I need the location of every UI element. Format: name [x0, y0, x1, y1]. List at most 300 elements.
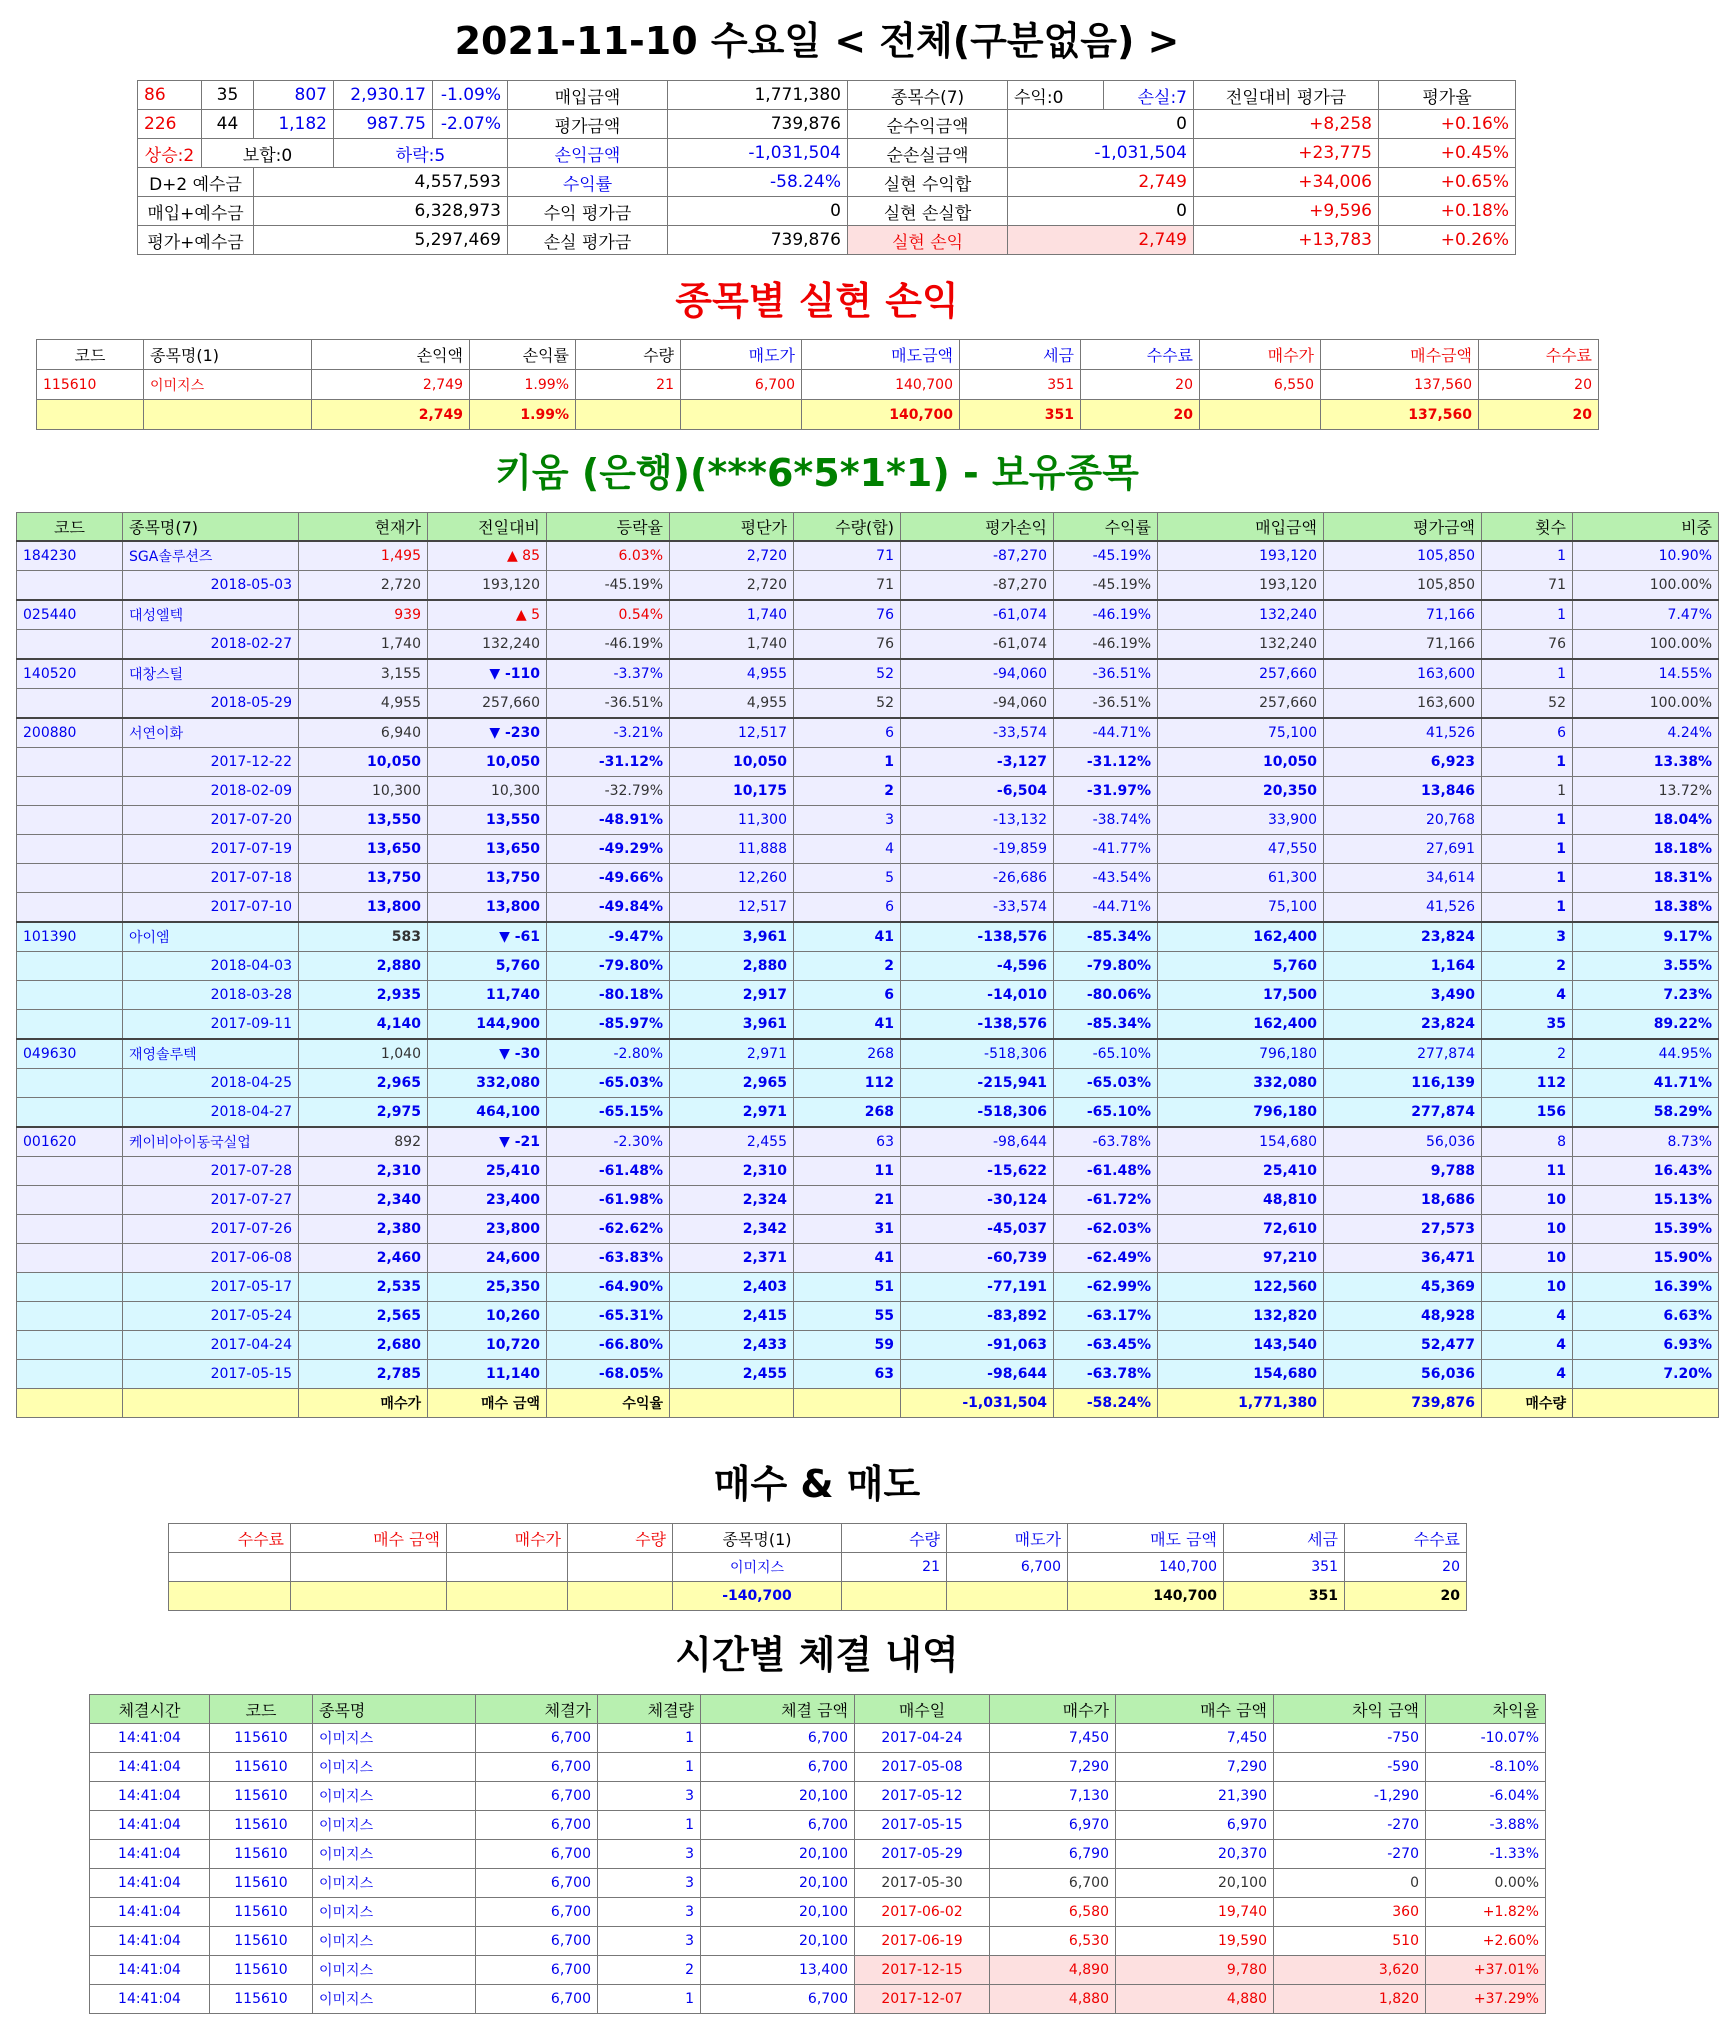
realized-total-cell [681, 400, 802, 430]
trade-cell: 360 [1274, 1898, 1426, 1927]
holding-cell: 939 [299, 600, 428, 630]
holding-cell: 6.93% [1573, 1331, 1719, 1360]
summary-cell: 6,328,973 [254, 197, 508, 226]
holding-cell: 2,971 [670, 1098, 794, 1128]
trade-cell: 3 [598, 1782, 701, 1811]
holding-cell [17, 777, 123, 806]
realized-header: 수량 [576, 340, 681, 370]
holding-cell: 12,517 [670, 718, 794, 748]
buysell-header: 수량 [842, 1524, 947, 1553]
buysell-header: 매도가 [947, 1524, 1068, 1553]
holdings-title: 키움 (은행)(***6*5*1*1) - 보유종목 [495, 451, 1139, 495]
holding-cell: -15,622 [901, 1157, 1054, 1186]
holding-cell: 11 [794, 1157, 901, 1186]
trade-cell: 14:41:04 [90, 1898, 210, 1927]
holding-cell: -48.91% [547, 806, 670, 835]
summary-cell: 2,749 [1008, 226, 1194, 255]
buysell-header: 매수가 [447, 1524, 568, 1553]
trade-cell: -6.04% [1426, 1782, 1546, 1811]
trade-cell: 이미지스 [313, 1753, 476, 1782]
holding-cell: -87,270 [901, 571, 1054, 601]
holding-cell: 7.23% [1573, 981, 1719, 1010]
holding-cell: -46.19% [547, 630, 670, 660]
holding-cell: 52 [794, 689, 901, 719]
realized-cell: 1.99% [470, 370, 576, 400]
realized-header: 매도금액 [802, 340, 960, 370]
summary-cell: 987.75 [334, 110, 433, 139]
summary-cell: 1,182 [254, 110, 334, 139]
holding-cell: 025440 [17, 600, 123, 630]
holding-cell: -98,644 [901, 1360, 1054, 1389]
holding-cell: -91,063 [901, 1331, 1054, 1360]
holding-cell: -31.12% [1054, 748, 1158, 777]
holding-cell: 3,961 [670, 922, 794, 952]
summary-cell: 평가+예수금 [138, 226, 254, 255]
holding-stock-row [17, 541, 1719, 571]
summary-cell: +0.18% [1379, 197, 1516, 226]
holding-cell: 5,760 [428, 952, 547, 981]
summary-cell: 수익률 [508, 168, 668, 197]
holdings-footer-cell: 수익율 [547, 1389, 670, 1418]
trades-table [89, 1694, 1546, 2014]
summary-cell: 2,930.17 [334, 81, 433, 110]
holding-cell: 20,768 [1324, 806, 1482, 835]
holding-cell: 41 [794, 1244, 901, 1273]
holding-cell: -80.18% [547, 981, 670, 1010]
holdings-header: 수익률 [1054, 513, 1158, 542]
summary-cell: 손익금액 [508, 139, 668, 168]
holding-cell [17, 1186, 123, 1215]
holding-cell: 52,477 [1324, 1331, 1482, 1360]
holding-cell: 2,455 [670, 1127, 794, 1157]
summary-cell: 평가금액 [508, 110, 668, 139]
holding-cell: 71 [1482, 571, 1573, 601]
realized-header: 매수금액 [1321, 340, 1479, 370]
holding-cell: -85.34% [1054, 922, 1158, 952]
summary-row [138, 139, 1516, 168]
holdings-footer-cell [17, 1389, 123, 1418]
holding-cell: 116,139 [1324, 1069, 1482, 1098]
holding-cell: 23,400 [428, 1186, 547, 1215]
holding-cell: -13,132 [901, 806, 1054, 835]
summary-cell: 상승:2 [138, 139, 202, 168]
trades-header: 매수일 [855, 1695, 990, 1724]
trade-row [90, 1753, 1546, 1782]
holding-cell: 51 [794, 1273, 901, 1302]
holding-cell: 89.22% [1573, 1010, 1719, 1040]
trade-cell: -1,290 [1274, 1782, 1426, 1811]
holding-lot-row [17, 1360, 1719, 1389]
holding-cell: 184230 [17, 541, 123, 571]
holding-cell [17, 893, 123, 923]
holding-cell: -6,504 [901, 777, 1054, 806]
summary-cell: +9,596 [1194, 197, 1379, 226]
holding-cell: 41,526 [1324, 718, 1482, 748]
holding-cell: 163,600 [1324, 659, 1482, 689]
holding-cell: -45.19% [1054, 571, 1158, 601]
holding-cell: 2,342 [670, 1215, 794, 1244]
holding-cell: 41,526 [1324, 893, 1482, 923]
summary-cell: 수익 평가금 [508, 197, 668, 226]
holding-lot-row [17, 981, 1719, 1010]
holding-cell: 1 [1482, 659, 1573, 689]
holdings-header: 현재가 [299, 513, 428, 542]
holding-cell: 12,260 [670, 864, 794, 893]
holding-cell: 112 [794, 1069, 901, 1098]
holding-cell: 2,917 [670, 981, 794, 1010]
holding-cell: 97,210 [1158, 1244, 1324, 1273]
holding-cell: -31.12% [547, 748, 670, 777]
holding-cell: 2017-09-11 [123, 1010, 299, 1040]
holding-cell: 105,850 [1324, 571, 1482, 601]
buysell-total-cell [842, 1582, 947, 1611]
buysell-total-cell: 20 [1345, 1582, 1467, 1611]
holding-cell: -64.90% [547, 1273, 670, 1302]
holding-cell: 61,300 [1158, 864, 1324, 893]
holding-lot-row [17, 1010, 1719, 1040]
holding-cell: -215,941 [901, 1069, 1054, 1098]
realized-cell: 137,560 [1321, 370, 1479, 400]
holding-cell: 2017-07-10 [123, 893, 299, 923]
holding-cell [17, 1069, 123, 1098]
holdings-footer-cell [123, 1389, 299, 1418]
holding-cell: 75,100 [1158, 718, 1324, 748]
holding-cell: -41.77% [1054, 835, 1158, 864]
holding-cell: 13.38% [1573, 748, 1719, 777]
trade-cell: 이미지스 [313, 1985, 476, 2014]
holding-cell: 4,140 [299, 1010, 428, 1040]
holding-cell [17, 864, 123, 893]
trade-cell: -270 [1274, 1811, 1426, 1840]
holding-cell: 6.63% [1573, 1302, 1719, 1331]
holding-cell: 2018-04-25 [123, 1069, 299, 1098]
trade-cell: 14:41:04 [90, 1956, 210, 1985]
trade-cell: 2017-05-15 [855, 1811, 990, 1840]
trade-cell: 2017-06-02 [855, 1898, 990, 1927]
holding-stock-row [17, 600, 1719, 630]
holding-cell: -79.80% [1054, 952, 1158, 981]
summary-cell: 2,749 [1008, 168, 1194, 197]
trade-cell: 6,700 [476, 1724, 598, 1753]
holding-cell: 15.90% [1573, 1244, 1719, 1273]
holding-cell: -518,306 [901, 1098, 1054, 1128]
holding-cell: 36,471 [1324, 1244, 1482, 1273]
holding-cell [17, 1273, 123, 1302]
trade-cell: +1.82% [1426, 1898, 1546, 1927]
holding-cell: 23,800 [428, 1215, 547, 1244]
holding-cell: -63.83% [547, 1244, 670, 1273]
holding-cell: 11,740 [428, 981, 547, 1010]
holding-cell: -3,127 [901, 748, 1054, 777]
holding-cell: 162,400 [1158, 1010, 1324, 1040]
summary-cell: 매입금액 [508, 81, 668, 110]
holding-cell: 10,050 [1158, 748, 1324, 777]
holding-cell: 25,350 [428, 1273, 547, 1302]
holding-cell: -19,859 [901, 835, 1054, 864]
holding-cell: 5,760 [1158, 952, 1324, 981]
realized-cell: 20 [1081, 370, 1200, 400]
holding-cell: 163,600 [1324, 689, 1482, 719]
holding-cell [17, 1215, 123, 1244]
holding-cell: 1,495 [299, 541, 428, 571]
holding-cell: -61.98% [547, 1186, 670, 1215]
holding-lot-row [17, 1098, 1719, 1128]
trade-cell: 9,780 [1116, 1956, 1274, 1985]
holding-cell: 001620 [17, 1127, 123, 1157]
summary-cell: 0 [1008, 110, 1194, 139]
trade-cell: 115610 [210, 1782, 313, 1811]
holding-cell: 13.72% [1573, 777, 1719, 806]
trade-cell: +37.01% [1426, 1956, 1546, 1985]
trade-cell: 20,100 [701, 1898, 855, 1927]
holding-cell: 112 [1482, 1069, 1573, 1098]
holding-cell: 2018-02-09 [123, 777, 299, 806]
holding-cell: 132,240 [1158, 630, 1324, 660]
holding-cell: 3,961 [670, 1010, 794, 1040]
realized-cell: 6,700 [681, 370, 802, 400]
realized-total-cell [144, 400, 312, 430]
holding-cell: 2,720 [670, 571, 794, 601]
holding-cell: 6 [794, 718, 901, 748]
summary-cell: 하락:5 [334, 139, 508, 168]
holding-cell: -9.47% [547, 922, 670, 952]
holding-cell: 48,810 [1158, 1186, 1324, 1215]
holding-cell: 20,350 [1158, 777, 1324, 806]
realized-header: 세금 [960, 340, 1081, 370]
realized-total-cell: 20 [1081, 400, 1200, 430]
realized-cell: 21 [576, 370, 681, 400]
trade-cell: 3 [598, 1840, 701, 1869]
holding-cell: -85.34% [1054, 1010, 1158, 1040]
trade-cell: 14:41:04 [90, 1753, 210, 1782]
holding-cell: 10 [1482, 1186, 1573, 1215]
summary-row [138, 81, 1516, 110]
trade-cell: 7,450 [1116, 1724, 1274, 1753]
trade-cell: 7,450 [990, 1724, 1116, 1753]
buysell-total-cell: -140,700 [673, 1582, 842, 1611]
holding-cell: 132,240 [428, 630, 547, 660]
holding-cell: 76 [1482, 630, 1573, 660]
holding-cell: 23,824 [1324, 922, 1482, 952]
trade-cell: 4,890 [990, 1956, 1116, 1985]
holding-cell: 10,260 [428, 1302, 547, 1331]
holding-cell: 21 [794, 1186, 901, 1215]
holding-cell: 2,720 [670, 541, 794, 571]
holding-cell: -61.48% [1054, 1157, 1158, 1186]
trade-cell: 115610 [210, 1985, 313, 2014]
holding-cell: 1 [1482, 777, 1573, 806]
buysell-header: 수량 [568, 1524, 673, 1553]
holding-lot-row [17, 777, 1719, 806]
holdings-footer-cell: 1,771,380 [1158, 1389, 1324, 1418]
holding-cell: -65.03% [1054, 1069, 1158, 1098]
holding-cell: 59 [794, 1331, 901, 1360]
trade-cell: 2017-12-07 [855, 1985, 990, 2014]
holding-cell: 케이비아이동국실업 [123, 1127, 299, 1157]
holdings-footer-cell: 739,876 [1324, 1389, 1482, 1418]
holding-cell: 1 [1482, 806, 1573, 835]
trade-cell: 0.00% [1426, 1869, 1546, 1898]
holding-cell: 9,788 [1324, 1157, 1482, 1186]
holding-cell: 7.20% [1573, 1360, 1719, 1389]
holding-cell: 2 [1482, 1039, 1573, 1069]
holding-cell: 1 [1482, 600, 1573, 630]
trade-cell: 510 [1274, 1927, 1426, 1956]
holding-cell: 63 [794, 1127, 901, 1157]
holding-cell: -46.19% [1054, 600, 1158, 630]
summary-cell: +0.26% [1379, 226, 1516, 255]
summary-cell: 0 [668, 197, 848, 226]
trade-cell: 1 [598, 1811, 701, 1840]
trade-cell: 7,290 [990, 1753, 1116, 1782]
holding-cell: 2,785 [299, 1360, 428, 1389]
holding-cell: 1,740 [299, 630, 428, 660]
holding-cell: 2017-05-17 [123, 1273, 299, 1302]
holding-cell: -45,037 [901, 1215, 1054, 1244]
trade-cell: 6,700 [476, 1840, 598, 1869]
trade-cell: 115610 [210, 1753, 313, 1782]
buysell-header: 종목명(1) [673, 1524, 842, 1553]
trade-row [90, 1724, 1546, 1753]
holding-cell: 1 [1482, 748, 1573, 777]
trade-cell: 14:41:04 [90, 1927, 210, 1956]
trade-cell: 3 [598, 1898, 701, 1927]
holding-cell: -79.80% [547, 952, 670, 981]
summary-cell: 5,297,469 [254, 226, 508, 255]
holding-cell: 12,517 [670, 893, 794, 923]
holding-cell: 18,686 [1324, 1186, 1482, 1215]
realized-total-cell: 2,749 [312, 400, 470, 430]
holding-cell: 11,140 [428, 1360, 547, 1389]
trade-cell: 이미지스 [313, 1869, 476, 1898]
trade-cell: 13,400 [701, 1956, 855, 1985]
holdings-footer-cell: 매수가 [299, 1389, 428, 1418]
holding-cell: 100.00% [1573, 630, 1719, 660]
trades-header: 체결량 [598, 1695, 701, 1724]
summary-cell: -2.07% [433, 110, 508, 139]
trade-cell: 19,590 [1116, 1927, 1274, 1956]
holding-cell: -66.80% [547, 1331, 670, 1360]
holding-cell: 6,923 [1324, 748, 1482, 777]
holding-cell: -63.45% [1054, 1331, 1158, 1360]
holding-cell: 10 [1482, 1215, 1573, 1244]
trade-cell: 1,820 [1274, 1985, 1426, 2014]
holding-cell: 15.13% [1573, 1186, 1719, 1215]
holding-cell: 47,550 [1158, 835, 1324, 864]
holding-cell: 4 [1482, 1331, 1573, 1360]
holding-cell: 10,175 [670, 777, 794, 806]
holding-cell: -36.51% [1054, 689, 1158, 719]
holding-cell: 277,874 [1324, 1039, 1482, 1069]
trade-cell: 6,700 [476, 1811, 598, 1840]
holding-cell: -33,574 [901, 893, 1054, 923]
holdings-header: 비중 [1573, 513, 1719, 542]
summary-cell: +0.65% [1379, 168, 1516, 197]
trade-cell: 4,880 [1116, 1985, 1274, 2014]
holding-cell: 2,380 [299, 1215, 428, 1244]
summary-cell: 807 [254, 81, 334, 110]
trade-cell: 1 [598, 1985, 701, 2014]
holding-cell: -31.97% [1054, 777, 1158, 806]
holding-cell: 25,410 [428, 1157, 547, 1186]
holding-cell: ▼ -61 [428, 922, 547, 952]
trade-cell: 14:41:04 [90, 1724, 210, 1753]
holding-cell: 332,080 [428, 1069, 547, 1098]
trade-cell: 20,100 [1116, 1869, 1274, 1898]
buysell-cell: 6,700 [947, 1553, 1068, 1582]
holding-cell: 100.00% [1573, 689, 1719, 719]
holding-cell: -94,060 [901, 689, 1054, 719]
holding-cell: 재영솔루텍 [123, 1039, 299, 1069]
summary-table [137, 80, 1516, 255]
realized-header: 수수료 [1081, 340, 1200, 370]
holding-cell: 27,573 [1324, 1215, 1482, 1244]
holding-cell: 2,324 [670, 1186, 794, 1215]
summary-row [138, 197, 1516, 226]
holdings-footer-row [17, 1389, 1719, 1418]
holding-cell: 16.39% [1573, 1273, 1719, 1302]
summary-cell: 35 [202, 81, 254, 110]
holding-cell: 13,550 [428, 806, 547, 835]
holding-cell: 2,403 [670, 1273, 794, 1302]
holding-lot-row [17, 748, 1719, 777]
holding-cell: 2,880 [670, 952, 794, 981]
holding-cell: -46.19% [1054, 630, 1158, 660]
holding-cell: 2,565 [299, 1302, 428, 1331]
buysell-cell [447, 1553, 568, 1582]
trade-cell: -590 [1274, 1753, 1426, 1782]
trade-cell: 14:41:04 [90, 1840, 210, 1869]
holding-cell: -62.62% [547, 1215, 670, 1244]
summary-cell: 손실 평가금 [508, 226, 668, 255]
trade-cell: 6,700 [990, 1869, 1116, 1898]
holding-cell: 200880 [17, 718, 123, 748]
holding-cell: 257,660 [1158, 689, 1324, 719]
trades-title: 시간별 체결 내역 [675, 1633, 959, 1677]
summary-cell: 순손실금액 [848, 139, 1008, 168]
realized-cell: 이미지스 [144, 370, 312, 400]
holding-cell: -14,010 [901, 981, 1054, 1010]
holding-cell: 18.38% [1573, 893, 1719, 923]
holding-cell: 71 [794, 541, 901, 571]
realized-total-cell [1200, 400, 1321, 430]
trade-cell: -8.10% [1426, 1753, 1546, 1782]
holding-cell: 55 [794, 1302, 901, 1331]
holding-cell: 2,371 [670, 1244, 794, 1273]
holding-cell: 796,180 [1158, 1098, 1324, 1128]
holding-cell: 24,600 [428, 1244, 547, 1273]
holding-lot-row [17, 630, 1719, 660]
summary-cell: +23,775 [1194, 139, 1379, 168]
holding-cell: 132,240 [1158, 600, 1324, 630]
trade-cell: 6,700 [476, 1898, 598, 1927]
holding-cell: 8 [1482, 1127, 1573, 1157]
holding-cell: -87,270 [901, 541, 1054, 571]
holding-cell: 2018-02-27 [123, 630, 299, 660]
holding-cell: 33,900 [1158, 806, 1324, 835]
holding-cell: ▼ -21 [428, 1127, 547, 1157]
trade-cell: -270 [1274, 1840, 1426, 1869]
page-title: 2021-11-10 수요일 < 전체(구분없음) > [454, 19, 1180, 63]
summary-cell: 순수익금액 [848, 110, 1008, 139]
summary-cell: 739,876 [668, 110, 848, 139]
holdings-header: 코드 [17, 513, 123, 542]
summary-cell: 보합:0 [202, 139, 334, 168]
trade-cell: 115610 [210, 1898, 313, 1927]
trade-cell: 1 [598, 1724, 701, 1753]
holding-cell: 193,120 [1158, 541, 1324, 571]
holding-cell: 156 [1482, 1098, 1573, 1128]
